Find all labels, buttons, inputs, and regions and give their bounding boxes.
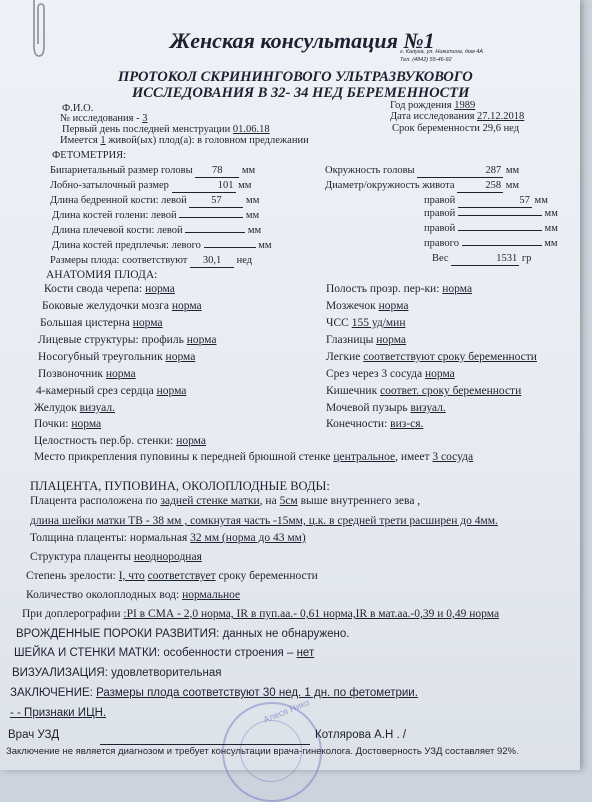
anatomy-item-right-3 — [326, 335, 406, 347]
congenital-defects-field: ВРОЖДЕННЫЕ ПОРОКИ РАЗВИТИЯ: данных не обнаружено. — [16, 628, 350, 640]
anatomy-label: Носогубный треугольник — [38, 351, 163, 363]
bpd-field: Бипариетальный размер головы 78 мм — [50, 165, 256, 176]
fio-label: Ф.И.О. — [62, 103, 94, 114]
anatomy-item-left-5 — [38, 369, 136, 381]
anatomy-item-left-2 — [40, 318, 163, 330]
anatomy-item-right-4 — [326, 352, 537, 364]
clinic-title: Женская консультация №1 — [170, 28, 435, 53]
anatomy-value: норма — [71, 418, 102, 430]
anatomy-value: соответствуют сроку беременности — [363, 351, 537, 363]
placenta-thickness-field: Толщина плаценты: нормальная 32 мм (норма до 43 мм) — [30, 532, 306, 544]
anatomy-label: Большая цистерна — [40, 317, 130, 329]
stamp-text: Алеся Нико — [261, 697, 311, 725]
cord-insertion-field: Место прикрепления пуповины к передней брюшной стенке центральное, имеет 3 сосуда — [34, 451, 474, 463]
anatomy-item-left-1 — [42, 301, 202, 313]
anatomy-item-left-3 — [38, 335, 217, 347]
anatomy-item-left-4 — [38, 352, 195, 364]
forearm-right-field: правого мм — [424, 238, 558, 249]
anatomy-value: виз-ся. — [390, 418, 424, 430]
anatomy-value: визуал. — [79, 402, 115, 414]
anatomy-value: соответ. сроку беременности — [380, 385, 522, 397]
lmp-field: Первый день последней менструации 01.06.18 — [62, 124, 270, 135]
clinic-address: г. Калуга, ул. Никитина, дом 4А — [400, 49, 484, 55]
anatomy-item-left-9 — [34, 436, 206, 448]
anatomy-value: норма — [186, 334, 217, 346]
visualization-field: ВИЗУАЛИЗАЦИЯ: удовлетворительная — [12, 667, 222, 679]
anatomy-label: Почки: — [34, 418, 69, 430]
anatomy-label: Глазницы — [326, 334, 374, 346]
anatomy-label: Желудок — [34, 402, 77, 414]
anatomy-value: 155 уд/мин — [351, 317, 406, 329]
study-date-field: Дата исследования 27.12.2018 — [390, 111, 525, 122]
anatomy-label: 4-камерный срез сердца — [36, 385, 154, 397]
birth-year-field: Год рождения 1989 — [390, 100, 476, 111]
doppler-field: При доплерографии :PI в СМА - 2,0 норма, IR в пуп.аа.- 0,61 норма,IR в мат.аа.-0,39 и 0,49 норма — [22, 608, 500, 620]
placenta-structure-field: Структура плаценты неоднородная — [30, 551, 202, 563]
ofd-field: Лобно-затылочный размер 101 мм — [50, 180, 252, 191]
fetometry-heading: ФЕТОМЕТРИЯ: — [52, 150, 127, 161]
anatomy-item-left-8 — [34, 419, 101, 431]
femur-left-field: Длина бедренной кости: левой 57 мм — [50, 195, 260, 206]
anatomy-heading: АНАТОМИЯ ПЛОДА: — [46, 269, 158, 281]
conclusion-field: ЗАКЛЮЧЕНИЕ: Размеры плода соответствуют 30 нед. 1 дн. по фетометрии. — [10, 687, 418, 699]
placenta-location-field: Плацента расположена по задней стенке матки, на 5см выше внутреннего зева , — [30, 495, 421, 507]
fetal-size-field: Размеры плода: соответствуют 30,1 нед — [50, 255, 253, 266]
hc-field: Окружность головы 287 мм — [325, 165, 520, 176]
tibia-left-field: Длина костей голени: левой мм — [52, 210, 260, 221]
anatomy-value: норма — [132, 317, 163, 329]
anatomy-value: норма — [378, 300, 409, 312]
protocol-title-1: ПРОТОКОЛ СКРИНИНГОВОГО УЛЬТРАЗВУКОВОГО — [118, 69, 473, 85]
anatomy-value: норма — [165, 351, 196, 363]
humerus-right-field: правой мм — [424, 223, 558, 234]
fetal-weight-field: Вес 1531 гр — [432, 253, 532, 264]
anatomy-item-right-8 — [326, 419, 423, 431]
anatomy-value: норма — [442, 283, 473, 295]
anatomy-value: норма — [156, 385, 187, 397]
anatomy-value: норма — [376, 334, 407, 346]
anatomy-label: Боковые желудочки мозга — [42, 300, 169, 312]
cervix-walls-field: ШЕЙКА И СТЕНКИ МАТКИ: особенности строения – нет — [14, 647, 315, 659]
anatomy-item-left-6 — [36, 386, 186, 398]
anatomy-label: ЧСС — [326, 317, 349, 329]
anatomy-label: Легкие — [326, 351, 361, 363]
placenta-maturity-field: Степень зрелости: I, что соответствует сроку беременности — [26, 570, 318, 582]
anatomy-value: визуал. — [410, 402, 446, 414]
fetus-count-field: Имеется 1 живой(ых) плод(а): в головном предлежании — [60, 135, 309, 146]
placenta-heading: ПЛАЦЕНТА, ПУПОВИНА, ОКОЛОПЛОДНЫЕ ВОДЫ: — [30, 479, 330, 493]
anatomy-label: Целостность пер.бр. стенки: — [34, 435, 174, 447]
anatomy-label: Лицевые структуры: профиль — [38, 334, 184, 346]
forearm-left-field: Длина костей предплечья: левого мм — [52, 240, 272, 251]
icn-signs-field: - - Признаки ИЦН. — [10, 707, 107, 719]
femur-right-field: правой 57 мм — [424, 195, 548, 206]
anatomy-value: норма — [424, 368, 455, 380]
study-number-field: № исследования - 3 — [60, 113, 148, 124]
anatomy-item-left-7 — [34, 403, 115, 415]
anatomy-item-right-7 — [326, 403, 446, 415]
anatomy-item-right-1 — [326, 301, 408, 313]
anatomy-item-right-5 — [326, 369, 455, 381]
cervix-length-field: длина шейки матки ТВ - 38 мм , сомкнутая часть -15мм, ц.к. в средней трети расширен до 4мм. — [30, 515, 498, 527]
paper-clip-icon — [28, 0, 50, 62]
disclaimer-note: Заключение не является диагнозом и требует консультации врача-гинеколога. Достоверность УЗД составляет 92%. — [6, 746, 519, 757]
clinic-phone: Тел. (4842) 55-46-92 — [400, 57, 452, 63]
anatomy-item-right-2 — [326, 318, 406, 330]
anatomy-item-right-0 — [326, 284, 472, 296]
protocol-title-2: ИССЛЕДОВАНИЯ В 32- 34 НЕД БЕРЕМЕННОСТИ — [132, 85, 470, 101]
amniotic-fluid-field: Количество околоплодных вод: нормальное — [26, 589, 241, 601]
anatomy-label: Мозжечок — [326, 300, 376, 312]
anatomy-item-left-0 — [44, 284, 175, 296]
term-field: Срок беременности 29,6 нед — [392, 123, 520, 134]
ac-field: Диаметр/окружность живота 258 мм — [325, 180, 520, 191]
anatomy-label: Кишечник — [326, 385, 378, 397]
anatomy-label: Конечности: — [326, 418, 388, 430]
doctor-name: Котлярова А.Н . / — [315, 729, 407, 741]
anatomy-value: норма — [145, 283, 175, 295]
anatomy-item-right-6 — [326, 386, 521, 398]
anatomy-label: Мочевой пузырь — [326, 402, 408, 414]
anatomy-label: Срез через 3 сосуда — [326, 368, 423, 380]
tibia-right-field: правой мм — [424, 208, 558, 219]
signature-line — [100, 744, 310, 745]
doctor-label: Врач УЗД — [8, 729, 60, 741]
anatomy-value: норма — [171, 300, 202, 312]
humerus-left-field: Длина плечевой кости: левой мм — [52, 225, 262, 236]
anatomy-label: Кости свода черепа: — [44, 283, 143, 295]
anatomy-value: норма — [105, 368, 136, 380]
anatomy-value: норма — [176, 435, 206, 447]
anatomy-label: Позвоночник — [38, 368, 103, 380]
anatomy-label: Полость прозр. пер-ки: — [326, 283, 440, 295]
